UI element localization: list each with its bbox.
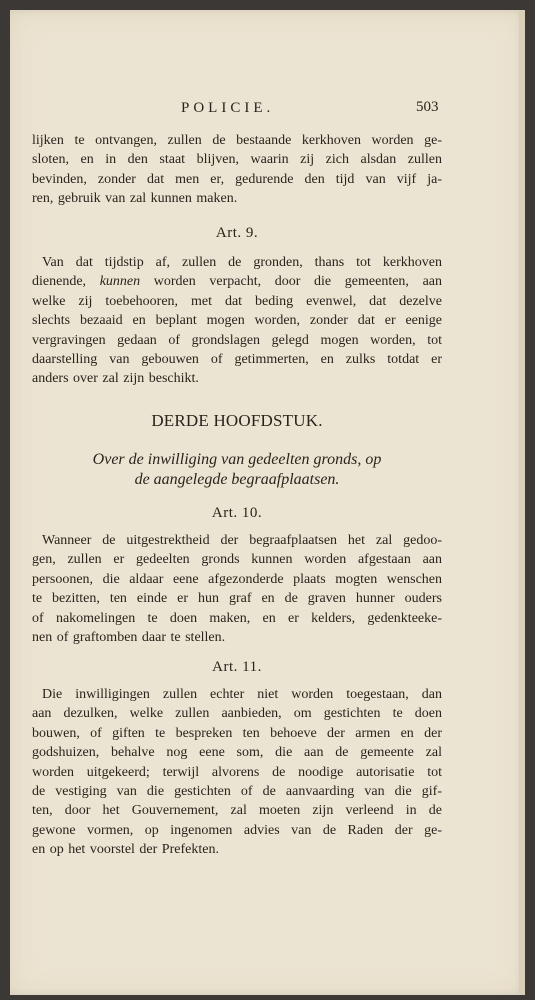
article-11-heading: Art. 11.: [212, 659, 262, 675]
text-line: de vestiging van die gestichten of de aanvaarding van die gif-: [32, 784, 442, 800]
chapter-subtitle-line-2: de aangelegde begraafplaatsen.: [134, 471, 340, 488]
article-9-paragraph: [32, 253, 442, 389]
text-line: godshuizen, behalve nog eene som, die aan de gemeente zal: [32, 745, 442, 761]
text-line: gen, zullen er gedeelten gronds kunnen worden afgestaan aan: [32, 552, 442, 568]
text-line: gewone vormen, op ingenomen advies van de Raden der ge-: [32, 822, 442, 838]
text-line: Die inwilligingen zullen echter niet worden toegestaan, dan: [42, 687, 442, 702]
text-line: worden uitgekeerd; terwijl alvorens de noodige autorisatie tot: [32, 764, 442, 780]
text-line: bevinden, zonder dat men er, gedurende den tijd van vijf ja-: [32, 171, 442, 187]
text-line: ten, door het Gouvernement, zal moeten zijn verleend in de: [32, 803, 442, 819]
article-10-paragraph: [32, 531, 442, 647]
text-line: nen of graftomben daar te stellen.: [32, 630, 226, 646]
text-line: slechts bezaaid en beplant mogen worden, zonder dat er eenige: [32, 313, 442, 329]
text-line: welke zij toebehooren, met dat beding evenwel, dat dezelve: [32, 293, 442, 309]
chapter-subtitle-line-1: Over de inwilliging van gedeelten gronds, op: [92, 451, 382, 468]
page-number: 503: [416, 99, 439, 115]
running-head: POLICIE.: [181, 100, 275, 116]
article-9-heading: Art. 9.: [215, 225, 259, 241]
text-line: aan dezulken, welke zullen aanbieden, om gestichten te doen: [32, 706, 442, 722]
text-line: daarstelling van gebouwen of getimmerten, en zulks totdat er: [32, 352, 442, 368]
text-line: anders over zal zijn beschikt.: [32, 371, 199, 387]
article-11-paragraph: [32, 685, 442, 860]
text-line: of nakomelingen te doen maken, en er kelders, gedenkteeke-: [32, 610, 442, 626]
chapter-title: DERDE HOOFDSTUK.: [151, 411, 323, 430]
text-line: ren, gebruik van zal kunnen maken.: [32, 191, 238, 207]
text-line: bouwen, of giften te bespreken ten behoeve der armen en der: [32, 725, 442, 741]
text-line: dienende, kunnen worden verpacht, door die gemeenten, aan: [32, 274, 443, 290]
text-line: Wanneer de uitgestrektheid der begraafplaatsen het zal gedoo-: [42, 533, 442, 548]
text-line: lijken te ontvangen, zullen de bestaande kerkhoven worden ge-: [32, 133, 442, 148]
page-edge: [519, 10, 525, 995]
article-10-heading: Art. 10.: [211, 505, 263, 521]
book-page: [10, 10, 525, 995]
text-line: sloten, en in den staat blijven, waarin zij zich alsdan zullen: [32, 152, 442, 168]
text-line: Van dat tijdstip af, zullen de gronden, thans tot kerkhoven: [42, 255, 442, 270]
text-line: vergravingen gedaan of grondslagen gelegd mogen worden, tot: [32, 332, 442, 348]
text-line: te bezitten, ten einde er hun graf en de graven hunner ouders: [32, 591, 442, 607]
intro-paragraph: [32, 131, 442, 209]
text-line: persoonen, die aldaar eene afgezonderde plaats mogten wenschen: [32, 571, 442, 587]
text-line: en op het voorstel der Prefekten.: [32, 842, 219, 858]
